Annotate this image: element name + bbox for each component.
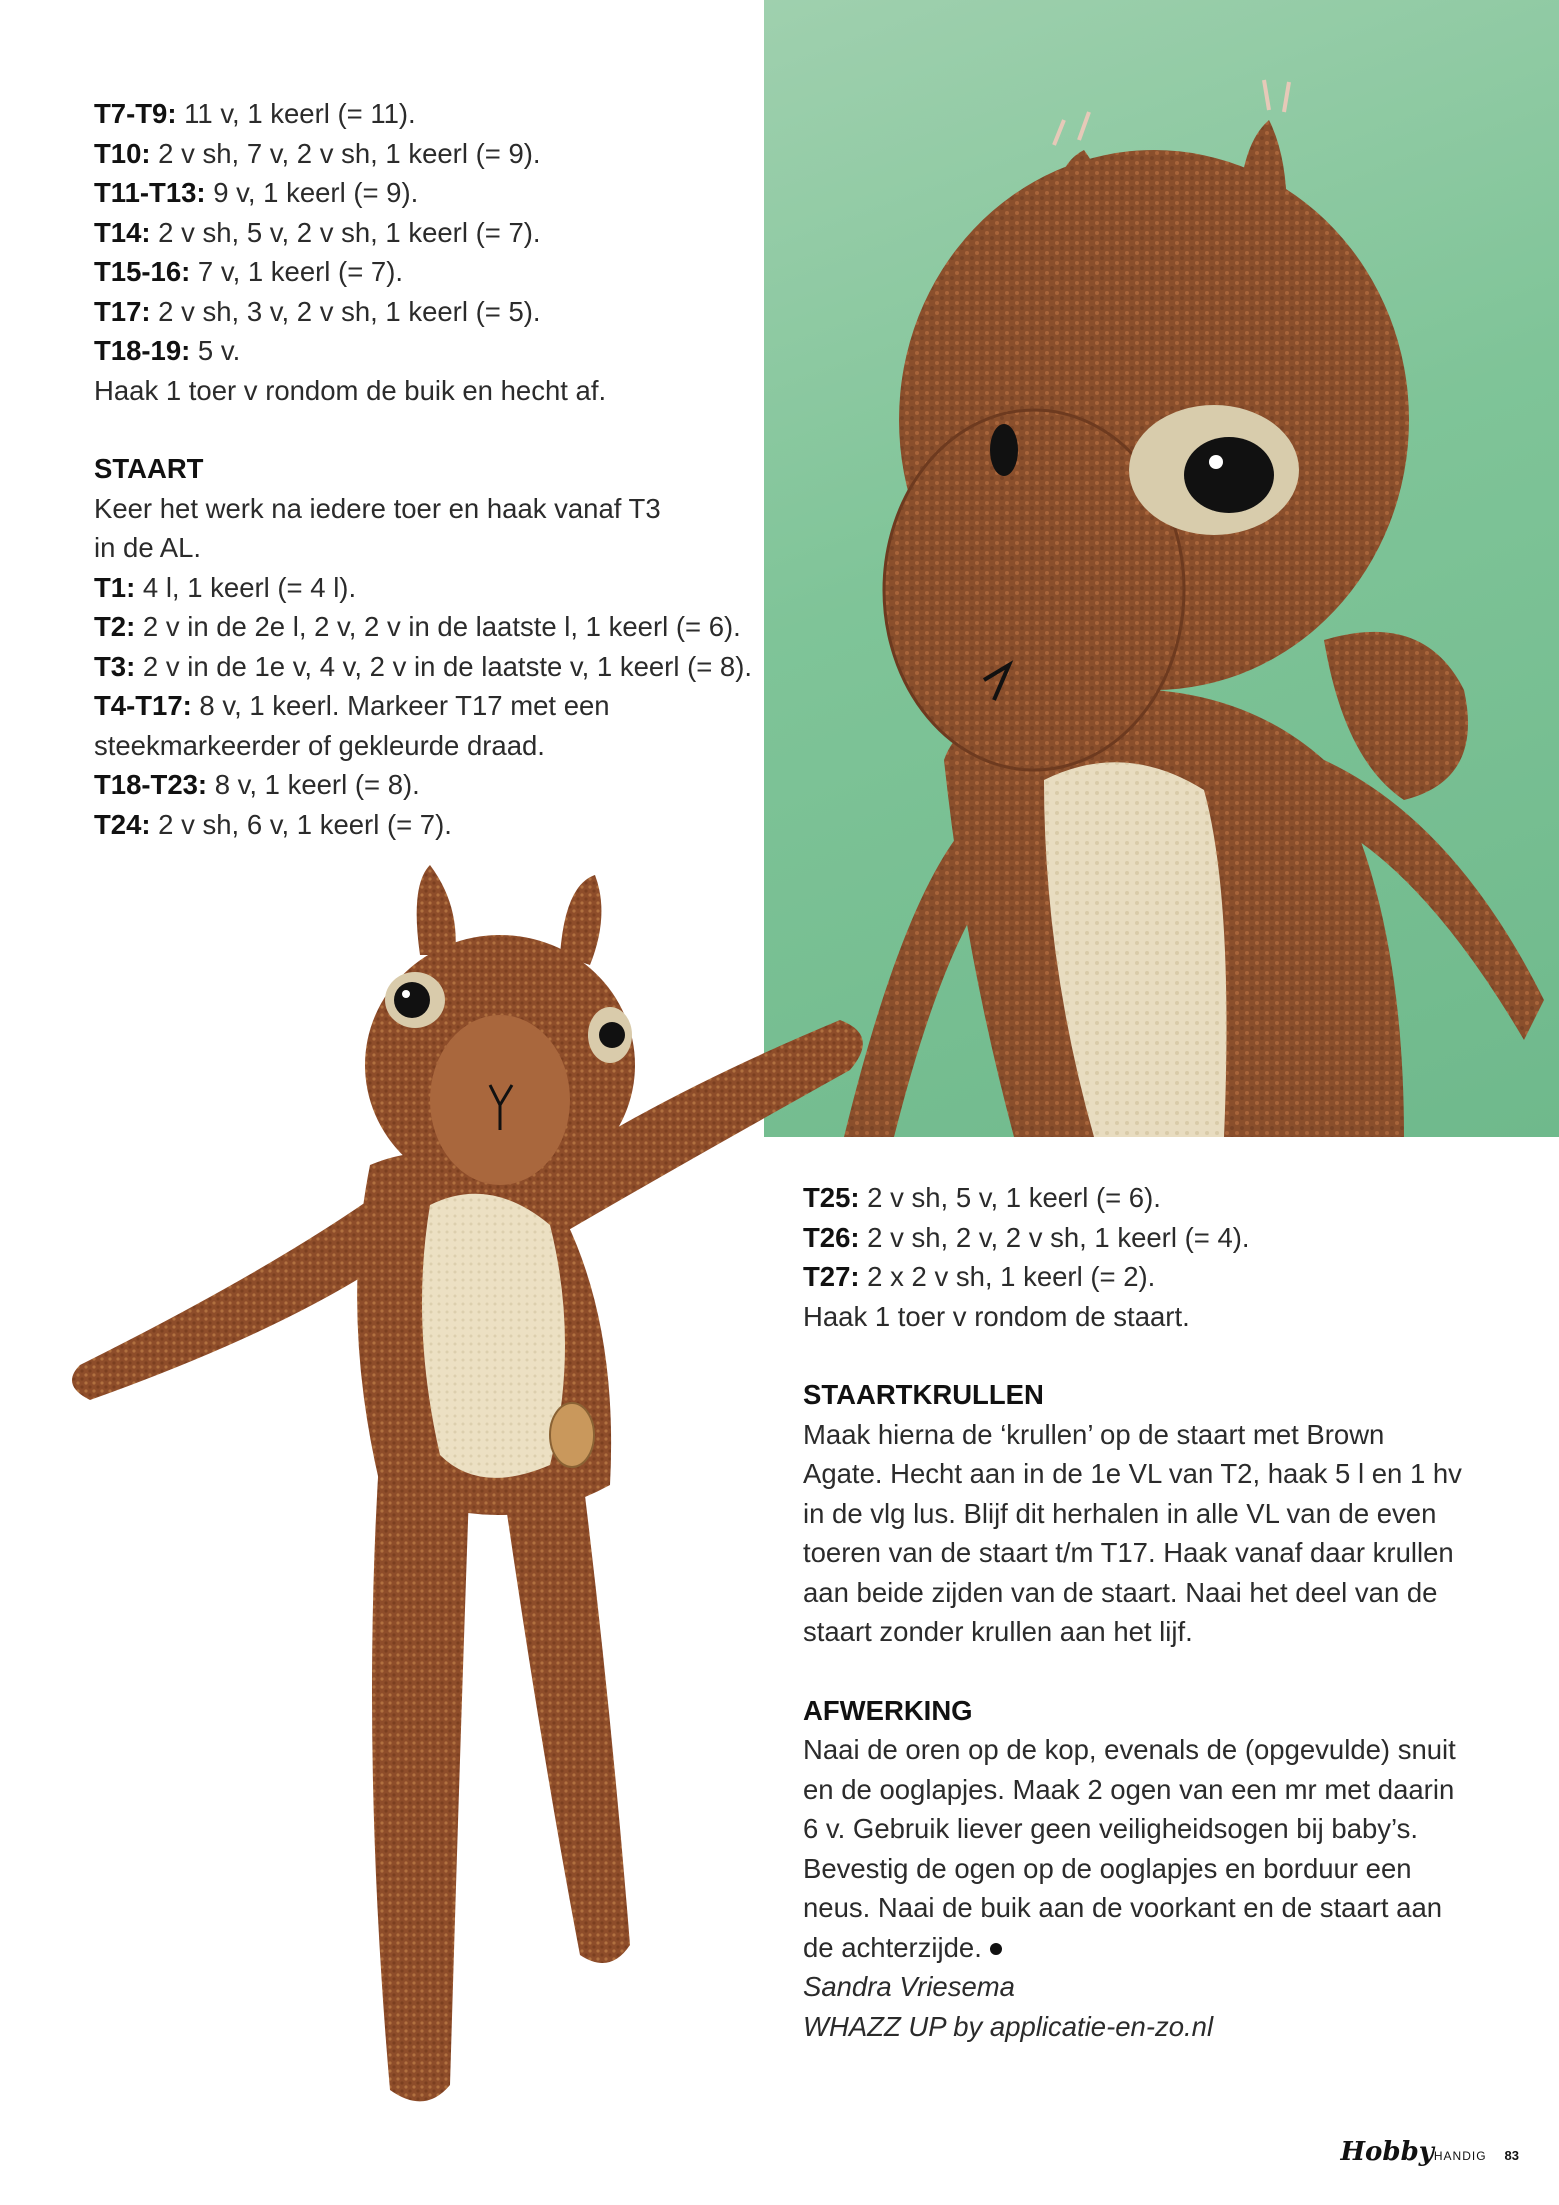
instruction-row: T10: 2 v sh, 7 v, 2 v sh, 1 keerl (= 9).	[94, 137, 541, 169]
author-name: Sandra Vriesema	[803, 1971, 1015, 2002]
paragraph-line: Naai de oren op de kop, evenals de (opgevulde) snuit	[803, 1734, 1456, 1765]
squirrel-fullbody-illustration	[20, 845, 900, 2125]
paragraph-line: in de vlg lus. Blijf dit herhalen in alle VL van de even	[803, 1497, 1437, 1529]
instruction-row: T1: 4 l, 1 keerl (= 4 l).	[94, 571, 357, 603]
credit-line: WHAZZ UP by applicatie-en-zo.nl	[803, 2010, 1214, 2042]
page-number: 83	[1504, 2148, 1519, 2163]
bottom-instructions	[803, 1178, 1503, 2046]
paragraph-line: aan beide zijden van de staart. Naai het deel van de	[803, 1576, 1438, 1608]
instruction-row: T7-T9: 11 v, 1 keerl (= 11).	[94, 98, 416, 129]
section-heading-staart: STAART	[94, 453, 204, 484]
instruction-row: T15-16: 7 v, 1 keerl (= 7).	[94, 256, 403, 287]
staart-intro: in de AL.	[94, 532, 202, 563]
page-footer	[1340, 2137, 1519, 2167]
instruction-row: T24: 2 v sh, 6 v, 1 keerl (= 7).	[94, 808, 452, 840]
instruction-row: T3: 2 v in de 1e v, 4 v, 2 v in de laatste v, 1 keerl (= 8).	[94, 650, 753, 682]
instruction-row: T17: 2 v sh, 3 v, 2 v sh, 1 keerl (= 5).	[94, 295, 541, 327]
squirrel-fullbody-photo	[20, 845, 900, 2125]
paragraph-line: en de ooglapjes. Maak 2 ogen van een mr met daarin	[803, 1773, 1455, 1805]
paragraph-line: neus. Naai de buik aan de voorkant en de staart aan	[803, 1892, 1443, 1923]
section-heading-afwerking: AFWERKING	[803, 1694, 973, 1726]
instruction-row: T11-T13: 9 v, 1 keerl (= 9).	[94, 177, 419, 208]
instruction-row: T18-T23: 8 v, 1 keerl (= 8).	[94, 769, 420, 800]
instruction-row: T18-19: 5 v.	[94, 335, 241, 366]
paragraph-line: toeren van de staart t/m T17. Haak vanaf daar krullen	[803, 1537, 1454, 1568]
staart-intro: Keer het werk na iedere toer en haak vanaf T3	[94, 492, 661, 524]
instruction-row: T14: 2 v sh, 5 v, 2 v sh, 1 keerl (= 7).	[94, 216, 541, 248]
magazine-logo-sub: HANDIG	[1433, 2149, 1487, 2163]
paragraph-line: staart zonder krullen aan het lijf.	[803, 1616, 1193, 1647]
paragraph-line: Bevestig de ogen op de ooglapjes en borduur een	[803, 1852, 1412, 1884]
instruction-row: T2: 2 v in de 2e l, 2 v, 2 v in de laatste l, 1 keerl (= 6).	[94, 611, 741, 642]
top-instructions	[94, 94, 754, 844]
paragraph-line: Maak hierna de ‘krullen’ op de staart met Brown	[803, 1418, 1385, 1450]
paragraph-line: de achterzijde.	[803, 1928, 1503, 1968]
closing-text: Haak 1 toer v rondom de staart.	[803, 1300, 1190, 1332]
paragraph-line: 6 v. Gebruik liever geen veiligheidsogen bij baby’s.	[803, 1813, 1419, 1844]
instruction-row: T4-T17: 8 v, 1 keerl. Markeer T17 met een	[94, 690, 610, 721]
paragraph-line: Agate. Hecht aan in de 1e VL van T2, haak 5 l en 1 hv	[803, 1458, 1462, 1489]
end-mark-icon	[990, 1943, 1002, 1955]
closing-text: Haak 1 toer v rondom de buik en hecht af.	[94, 374, 607, 406]
instruction-row: T25: 2 v sh, 5 v, 1 keerl (= 6).	[803, 1182, 1161, 1213]
section-heading-staartkrullen: STAARTKRULLEN	[803, 1379, 1044, 1410]
instruction-row: T26: 2 v sh, 2 v, 2 v sh, 1 keerl (= 4).	[803, 1221, 1250, 1253]
magazine-logo: Hobby	[1340, 2137, 1434, 2167]
instruction-row: T27: 2 x 2 v sh, 1 keerl (= 2).	[803, 1261, 1156, 1292]
instruction-continuation: steekmarkeerder of gekleurde draad.	[94, 729, 545, 761]
